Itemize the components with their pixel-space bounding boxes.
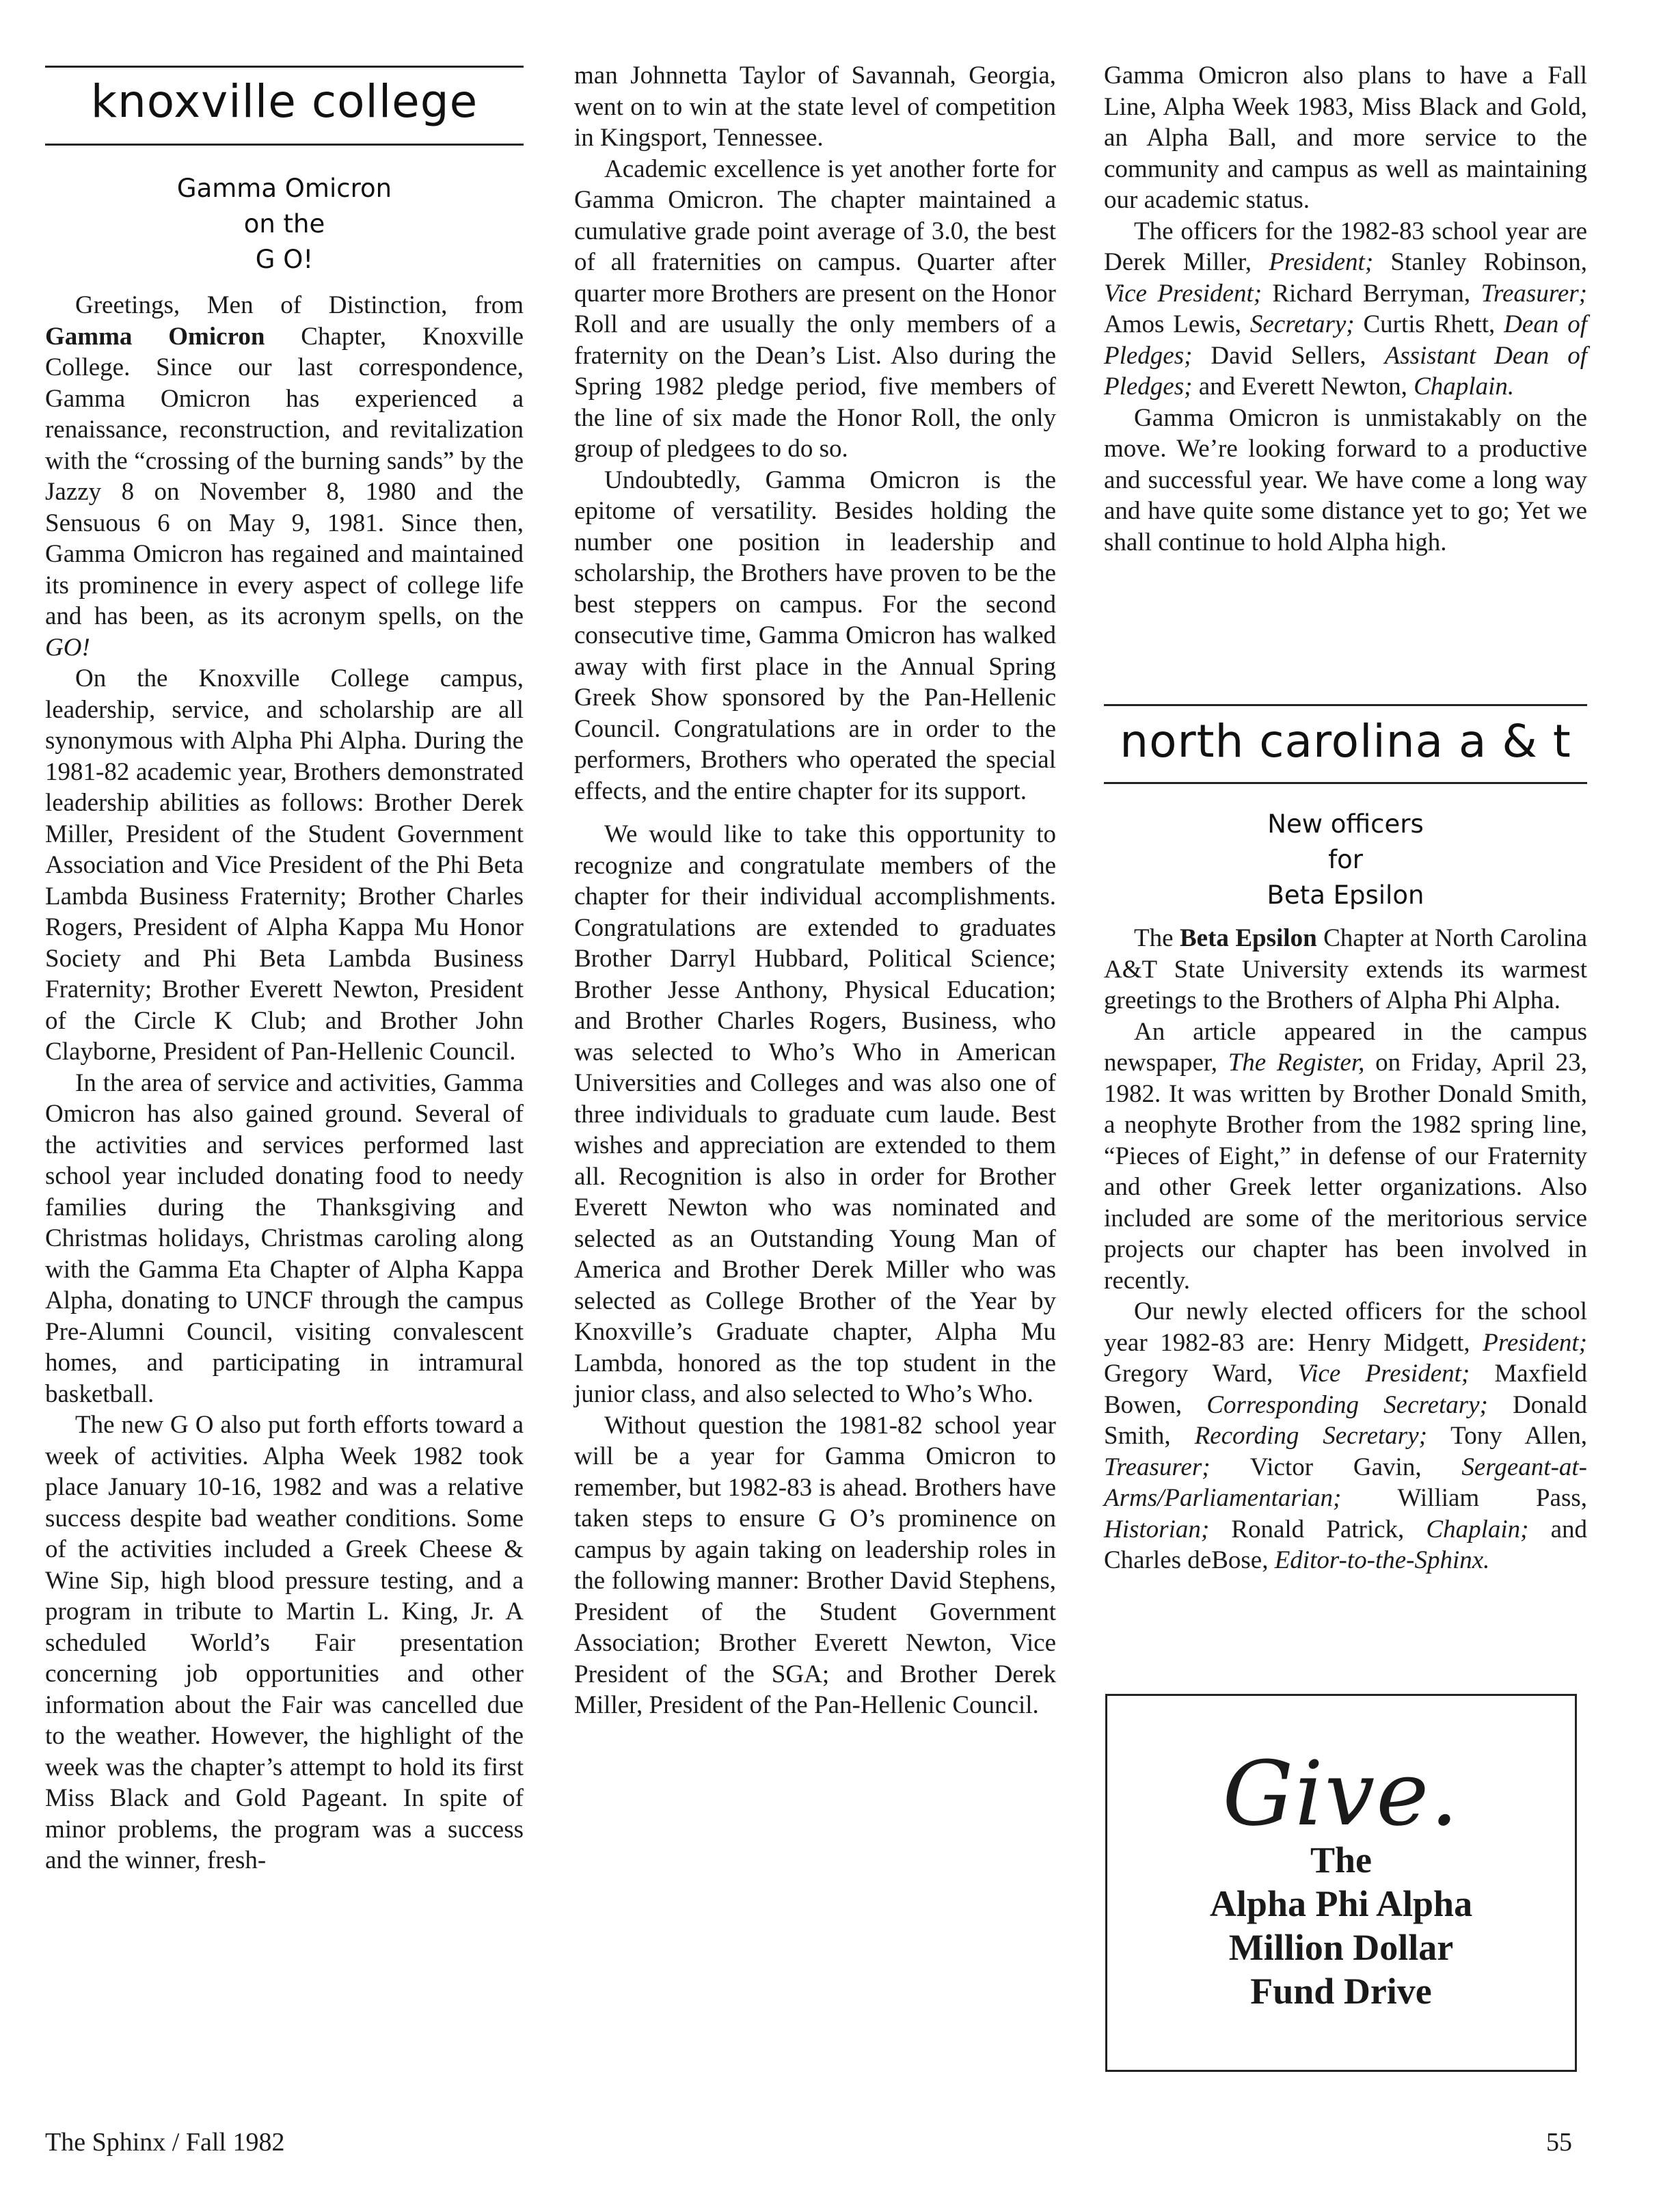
- paragraph: [45, 663, 524, 1068]
- text-run: Amos Lewis,: [1104, 310, 1250, 338]
- subtitle-line: for: [1328, 845, 1363, 874]
- text-run: Greetings, Men of Distinction, from: [75, 291, 524, 319]
- text-run: Donald Smith,: [1104, 1390, 1587, 1450]
- text-run: and Charles deBose,: [1104, 1515, 1587, 1574]
- text-run: Assistant Dean of Pledges;: [1104, 341, 1587, 401]
- paragraph: [574, 154, 1056, 465]
- text-run: Victor Gavin,: [1210, 1453, 1462, 1481]
- text-run: Gamma Omicron: [45, 322, 265, 351]
- paragraph: [45, 1410, 524, 1876]
- text-run: on Friday, April 23, 1982. It was written by Brother Donald Smith, a neophyte Brother from the 1982 spring line, “Pieces of Eight,” in defense of our Fraternity and other Greek letter organizations. Also included are some of the meritorious service projects our chapter has been involved in recently.: [1104, 1049, 1587, 1295]
- text-run: GO!: [45, 633, 90, 662]
- paragraph: [1104, 1016, 1587, 1297]
- text-run: William Pass,: [1341, 1484, 1587, 1512]
- ad-line: Fund Drive: [1250, 1971, 1432, 2012]
- text-run: Our newly elected officers for the school year 1982-83 are: Henry Midgett,: [1104, 1297, 1587, 1357]
- paragraph: [1104, 1296, 1587, 1576]
- text-run: Gamma Omicron also plans to have a Fall Line, Alpha Week 1983, Miss Black and Gold, an Alpha Ball, and more service to the community and campus as well as maintaining our academic status.: [1104, 62, 1587, 214]
- text-run: Chaplain;: [1426, 1515, 1529, 1543]
- text-run: Chapter, Knoxville College. Since our last correspondence, Gamma Omicron has experienced a renaissance, reconstruction, and revitalization with the “crossing of the burning sands” by the Jazzy 8 on November 8, 1980 and the Sensuous 6 on May 9, 1981. Since then, Gamma Omicron has regained and maintained its prominence in every aspect of college life and has been, as its acronym spells, on the: [45, 322, 524, 630]
- text-run: Ronald Patrick,: [1209, 1515, 1427, 1543]
- text-run: Chaplain.: [1414, 373, 1515, 401]
- text-run: Gamma Omicron is unmistakably on the move. We’re looking forward to a productive and successful year. We have come a long way and have quite some distance yet to go; Yet we shall continue to hold Alpha high.: [1104, 403, 1587, 556]
- subtitle-line: G O!: [255, 245, 314, 274]
- ad-line: Alpha Phi Alpha: [1209, 1883, 1473, 1924]
- text-run: Historian;: [1104, 1515, 1210, 1543]
- text-run: President;: [1269, 248, 1374, 276]
- subtitle-beta-epsilon: [1104, 807, 1587, 913]
- top-rule-nc-at: [1104, 704, 1587, 706]
- section-title-nc-at: north carolina a & t: [1120, 715, 1571, 768]
- paragraph: [45, 290, 524, 663]
- text-run: Sergeant-at-Arms/Parliamentarian;: [1104, 1453, 1587, 1512]
- article-knoxville-col3: [1104, 60, 1587, 558]
- text-run: On the Knoxville College campus, leadership, service, and scholarship are all synonymous with Alpha Phi Alpha. During the 1981-82 academic year, Brothers demonstrated leadership abilities as follows: Brother Derek Miller, President of the Student Government Association and Vice President of the Phi Beta Lambda Business Fraternity; Brother Charles Rogers, President of Alpha Kappa Mu Honor Society and Phi Beta Lambda Business Fraternity; Brother Everett Newton, President of the Circle K Club; and Brother John Clayborne, President of Pan-Hellenic Council.: [45, 664, 524, 1066]
- paragraph: [45, 1068, 524, 1410]
- article-nc-at: [1104, 923, 1587, 1576]
- article-knoxville-col1: [45, 290, 524, 1876]
- bottom-rule-nc-at: [1104, 782, 1587, 784]
- text-run: Corresponding Secretary;: [1206, 1390, 1488, 1419]
- paragraph: [1104, 216, 1587, 403]
- text-run: man Johnnetta Taylor of Savannah, Georgia, went on to win at the state level of competition in Kingsport, Tennessee.: [574, 62, 1056, 152]
- text-run: Editor-to-the-Sphinx.: [1274, 1546, 1490, 1574]
- text-run: President;: [1483, 1328, 1587, 1357]
- text-run: Undoubtedly, Gamma Omicron is the epitome of versatility. Besides holding the number one position in leadership and scholarship, the Brothers have proven to be the best steppers on campus. For the second consecutive time, Gamma Omicron has walked away with first place in the Annual Spring Greek Show sponsored by the Pan-Hellenic Council. Congratulations are in order to the performers, Brothers who operated the special effects, and the entire chapter for its support.: [574, 466, 1056, 805]
- paragraph: [1104, 403, 1587, 558]
- text-run: Dean of Pledges;: [1104, 310, 1587, 370]
- subtitle-line: on the: [243, 209, 325, 239]
- text-run: The new G O also put forth efforts toward a week of activities. Alpha Week 1982 took place January 10-16, 1982 and was a relative success despite bad weather conditions. Some of the activities included a Greek Cheese & Wine Sip, high blood pressure testing, and a program in tribute to Martin L. King, Jr. A scheduled World’s Fair presentation concerning job opportunities and other information about the Fair was cancelled due to the weather. However, the highlight of the week was the chapter’s attempt to hold its first Miss Black and Gold Pageant. In spite of minor problems, the program was a success and the winner, fresh-: [45, 1411, 524, 1874]
- footer-publication: The Sphinx / Fall 1982: [45, 2128, 285, 2157]
- text-run: Recording Secretary;: [1194, 1422, 1427, 1450]
- paragraph: [574, 465, 1056, 807]
- paragraph: [574, 60, 1056, 154]
- text-run: In the area of service and activities, Gamma Omicron has also gained ground. Several of the activities and services performed last school year included donating food to needy families during the Thanksgiving and Christmas holidays, Christmas caroling along with the Gamma Eta Chapter of Alpha Kappa Alpha, donating to UNCF through the campus Pre-Alumni Council, visiting convalescent homes, and participating in intramural basketball.: [45, 1068, 524, 1408]
- text-run: and Everett Newton,: [1192, 373, 1414, 401]
- page-number: 55: [1546, 2128, 1572, 2157]
- text-run: Without question the 1981-82 school year will be a year for Gamma Omicron to remember, but 1982-83 is ahead. Brothers have taken steps to ensure G O’s prominence on campus by again taking on leadership roles in the following manner: Brother David Stephens, President of the Student Government Association; Brother Everett Newton, Vice President of the SGA; and Brother Derek Miller, President of the Pan-Hellenic Council.: [574, 1411, 1056, 1719]
- text-run: Curtis Rhett,: [1354, 310, 1504, 338]
- subtitle-line: Gamma Omicron: [176, 174, 392, 203]
- text-run: Vice President;: [1297, 1360, 1470, 1388]
- text-run: Chapter at North Carolina A&T State University extends its warmest greetings to the Brothers of Alpha Phi Alpha.: [1104, 924, 1588, 1014]
- subtitle-line: New officers: [1267, 809, 1424, 839]
- ad-headline: Give.: [1222, 1742, 1460, 1846]
- text-run: The Register,: [1228, 1049, 1365, 1077]
- paragraph: [1104, 60, 1587, 216]
- text-run: Gregory Ward,: [1104, 1360, 1298, 1388]
- subtitle-gamma-omicron: [45, 171, 524, 278]
- subtitle-line: Beta Epsilon: [1267, 880, 1424, 910]
- article-knoxville-col2: [574, 60, 1056, 1721]
- ad-line: Million Dollar: [1228, 1927, 1454, 1968]
- text-run: David Sellers,: [1192, 341, 1385, 370]
- text-run: Maxfield Bowen,: [1104, 1360, 1587, 1419]
- text-run: Treasurer;: [1481, 279, 1587, 308]
- text-run: Treasurer;: [1104, 1453, 1211, 1481]
- fund-drive-ad: [1105, 1694, 1577, 2072]
- paragraph: [574, 819, 1056, 1410]
- text-run: The officers for the 1982-83 school year are Derek Miller,: [1104, 217, 1587, 276]
- text-run: Stanley Robinson,: [1373, 248, 1587, 276]
- section-title-knoxville: knoxville college: [90, 75, 478, 128]
- top-rule-knoxville: [45, 66, 524, 68]
- text-run: Secretary;: [1249, 310, 1355, 338]
- ad-line: The: [1310, 1839, 1373, 1880]
- text-run: Academic excellence is yet another forte for Gamma Omicron. The chapter maintained a cumulative grade point average of 3.0, the best of all fraternities on campus. Quarter after quarter more Brothers are present on the Honor Roll and are usually the only members of a fraternity on the Dean’s List. Also during the Spring 1982 pledge period, five members of the line of six made the Honor Roll, the only group of pledgees to do so.: [574, 154, 1056, 463]
- text-run: Beta Epsilon: [1179, 924, 1317, 952]
- paragraph: [1104, 923, 1587, 1016]
- text-run: Tony Allen,: [1427, 1422, 1588, 1450]
- text-run: An article appeared in the campus newspaper,: [1104, 1017, 1587, 1077]
- paragraph: [574, 1410, 1056, 1721]
- text-run: Richard Berryman,: [1262, 279, 1481, 308]
- text-run: Vice President;: [1104, 279, 1262, 308]
- bottom-rule-knoxville: [45, 144, 524, 146]
- text-run: We would like to take this opportunity to recognize and congratulate members of the chapter for their individual accomplishments. Congratulations are extended to graduates Brother Darryl Hubbard, Political Science; Brother Jesse Anthony, Physical Education; and Brother Charles Rogers, Business, who was selected to Who’s Who in American Universities and Colleges and was also one of three individuals to graduate cum laude. Best wishes and appreciation are extended to them all. Recognition is also in order for Brother Everett Newton who was nominated and selected as an Outstanding Young Man of America and Brother Derek Miller who was selected as College Brother of the Year by Knoxville’s Graduate chapter, Alpha Mu Lambda, honored as the top student in the junior class, and also selected to Who’s Who.: [574, 820, 1056, 1408]
- text-run: The: [1134, 924, 1180, 952]
